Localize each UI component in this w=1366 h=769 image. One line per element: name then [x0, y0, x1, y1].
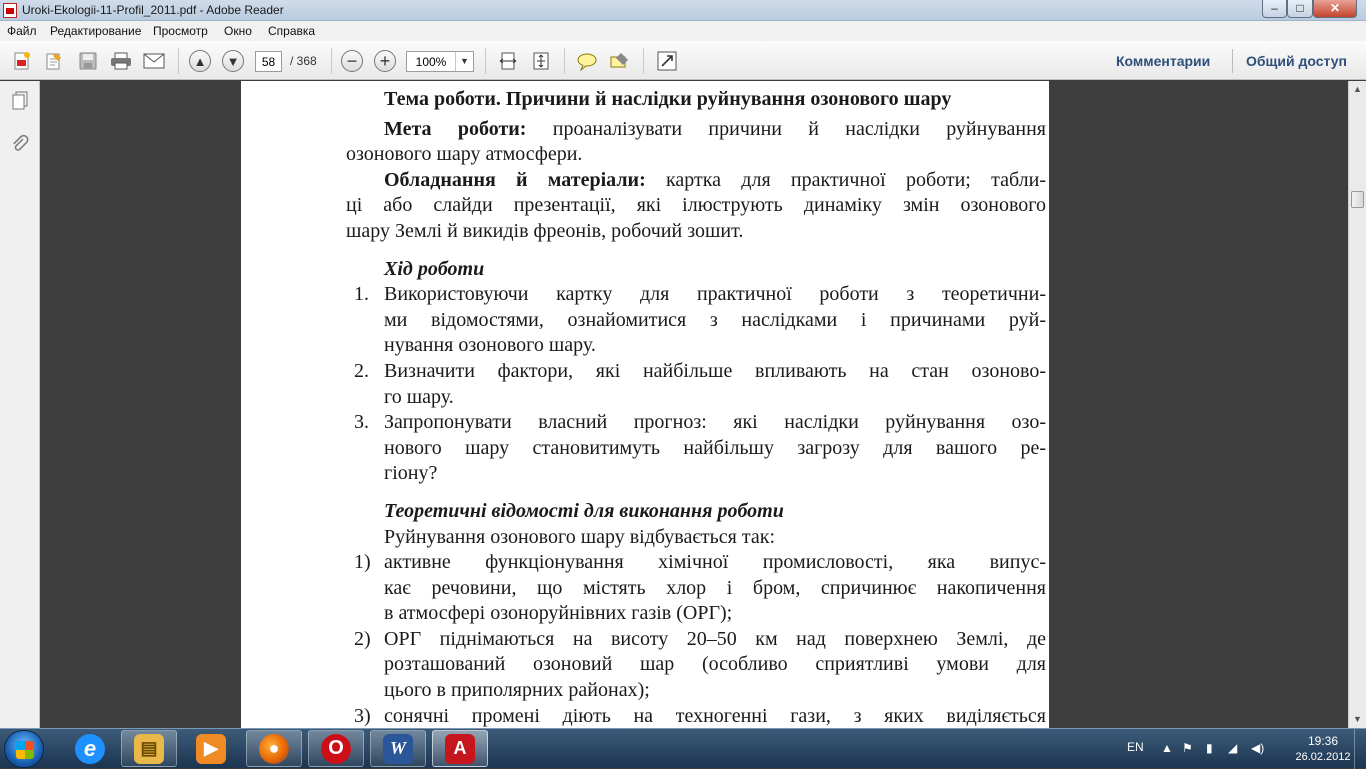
- step-line: нового шару становитимуть найбільшу загрозу для вашого ре-: [384, 436, 1046, 459]
- close-button[interactable]: ✕: [1313, 0, 1357, 18]
- toolbar-separator: [485, 48, 486, 74]
- edit-pdf-icon[interactable]: [42, 50, 66, 72]
- expand-icon[interactable]: [655, 50, 679, 72]
- clock[interactable]: [1286, 734, 1360, 763]
- step-line: ми відомостями, ознайомитися з наслідками і причинами руй-: [384, 308, 1046, 331]
- paperclip-icon[interactable]: [9, 133, 31, 155]
- maximize-button[interactable]: □: [1287, 0, 1313, 18]
- taskbar-word[interactable]: [370, 730, 426, 767]
- page-total: / 368: [290, 54, 317, 68]
- menu-bar: [0, 21, 1366, 41]
- language-indicator[interactable]: EN: [1127, 740, 1144, 754]
- cause-number: 2): [354, 627, 371, 650]
- internet-explorer-icon: e: [75, 734, 105, 764]
- cause-line: сонячні промені діють на техногенні гази, з яких виділяється: [384, 704, 1046, 727]
- goal-label: Мета роботи:: [384, 117, 527, 140]
- taskbar-firefox[interactable]: [246, 730, 302, 767]
- theory-heading: Теоретичні відомості для виконання роботи: [384, 499, 784, 522]
- network-signal-icon[interactable]: ◢: [1228, 741, 1238, 755]
- taskbar-explorer[interactable]: [121, 730, 177, 767]
- scroll-down-icon[interactable]: ▼: [1353, 714, 1362, 724]
- cause-item: [346, 550, 1046, 627]
- scroll-up-icon[interactable]: ▲: [1353, 84, 1362, 94]
- comment-icon[interactable]: [575, 50, 599, 72]
- arrow-down-icon: ▼: [222, 50, 244, 72]
- cause-line: в атмосфері озоноруйнівних газів (ОРГ);: [384, 602, 733, 625]
- share-panel-link[interactable]: Общий доступ: [1246, 53, 1347, 69]
- toolbar-separator: [564, 48, 565, 74]
- next-page-button[interactable]: [221, 50, 245, 72]
- save-icon[interactable]: [76, 50, 100, 72]
- step-number: 2.: [354, 359, 369, 382]
- previous-page-button[interactable]: [188, 50, 212, 72]
- cause-line: кає речовини, що містять хлор і бром, спричинює накопичення: [384, 576, 1046, 599]
- chevron-down-icon[interactable]: ▼: [455, 52, 473, 71]
- document-view[interactable]: [41, 81, 1348, 728]
- plus-icon: +: [374, 50, 396, 72]
- cause-item: [346, 627, 1046, 704]
- step-item: [346, 410, 1046, 487]
- menu-edit[interactable]: Редактирование: [50, 24, 142, 38]
- toolbar-separator: [1232, 49, 1233, 73]
- step-line: нування озонового шару.: [384, 334, 596, 357]
- title-bar: [0, 0, 1366, 21]
- opera-icon: O: [321, 734, 351, 764]
- toolbar: [0, 41, 1366, 80]
- step-line: Запропонувати власний прогноз: які наслідки руйнування озо-: [384, 411, 1046, 434]
- zoom-in-button[interactable]: [373, 50, 397, 72]
- step-item: [346, 282, 1046, 359]
- page-number-input[interactable]: [255, 51, 282, 72]
- adobe-reader-icon: [3, 3, 17, 18]
- cause-line: цього в приполярних районах);: [384, 679, 650, 702]
- comments-panel-link[interactable]: Комментарии: [1116, 53, 1211, 69]
- step-line: гіону?: [384, 462, 438, 485]
- step-line: Використовуючи картку для практичної роботи з теоретични-: [384, 283, 1046, 306]
- pages-icon[interactable]: [9, 90, 31, 112]
- step-line: Визначити фактори, які найбільше впливають на стан озоново-: [384, 359, 1046, 382]
- menu-view[interactable]: Просмотр: [153, 24, 208, 38]
- step-item: [346, 359, 1046, 410]
- step-number: 1.: [354, 283, 369, 306]
- menu-file[interactable]: Файл: [7, 24, 37, 38]
- toolbar-separator: [331, 48, 332, 74]
- menu-window[interactable]: Окно: [224, 24, 252, 38]
- create-pdf-icon[interactable]: [10, 50, 34, 72]
- pdf-page: [241, 81, 1049, 728]
- windows-logo-icon: [16, 741, 34, 759]
- navigation-panel: [0, 81, 40, 728]
- volume-icon[interactable]: ◀): [1251, 741, 1265, 755]
- taskbar-opera[interactable]: [308, 730, 364, 767]
- scroll-thumb[interactable]: [1351, 191, 1364, 208]
- step-line: го шару.: [384, 385, 454, 408]
- equipment-text-1: картка для практичної роботи; табли-: [666, 168, 1046, 191]
- taskbar-internet-explorer[interactable]: [62, 730, 118, 767]
- topic-line: [346, 87, 1046, 113]
- adobe-reader-icon: A: [445, 734, 475, 764]
- highlight-icon[interactable]: [608, 50, 632, 72]
- arrow-up-icon: ▲: [189, 50, 211, 72]
- taskbar-adobe-reader[interactable]: [432, 730, 488, 767]
- theory-intro: Руйнування озонового шару відбувається так:: [384, 525, 776, 548]
- equipment-line-2: ці або слайди презентації, які ілюструють динаміку змін озонового: [346, 194, 1046, 217]
- action-center-flag-icon[interactable]: ⚑: [1182, 741, 1193, 755]
- show-hidden-icons-icon[interactable]: ▲: [1161, 741, 1173, 755]
- cause-line: ОРГ піднімаються на висоту 20–50 км над поверхнею Землі, де: [384, 627, 1046, 650]
- topic-label: Тема роботи: [384, 88, 496, 110]
- firefox-icon: ●: [259, 734, 289, 764]
- vertical-scrollbar[interactable]: [1348, 81, 1366, 728]
- menu-help[interactable]: Справка: [268, 24, 316, 38]
- toolbar-separator: [178, 48, 179, 74]
- zoom-select[interactable]: [406, 51, 474, 72]
- goal-line-1: [346, 117, 1046, 143]
- zoom-out-button[interactable]: [340, 50, 364, 72]
- fit-page-icon[interactable]: [529, 50, 553, 72]
- minimize-button[interactable]: –: [1262, 0, 1287, 18]
- word-icon: W: [383, 734, 413, 764]
- zoom-input[interactable]: [407, 52, 455, 71]
- goal-line-2: озонового шару атмосфери.: [346, 143, 583, 166]
- system-tray: [1120, 729, 1366, 769]
- minus-icon: −: [341, 50, 363, 72]
- toolbar-separator: [643, 48, 644, 74]
- goal-text-1: проаналізувати причини й наслідки руйнування: [552, 117, 1046, 140]
- show-desktop-button[interactable]: [1354, 729, 1366, 769]
- cause-line: розташований озоновий шар (особливо сприятливі умови для: [384, 653, 1046, 676]
- page-content: [346, 87, 1046, 728]
- folder-icon: ▤: [134, 734, 164, 764]
- taskbar: [0, 728, 1366, 768]
- progress-heading: Хід роботи: [384, 257, 485, 280]
- fit-width-icon[interactable]: [496, 50, 520, 72]
- window-title: Uroki-Ekologii-11-Profil_2011.pdf - Adobe Reader: [22, 3, 284, 17]
- cause-item: [346, 704, 1046, 728]
- clock-time: 19:36: [1307, 734, 1339, 748]
- cause-number: 3): [354, 704, 371, 727]
- cause-line: активне функціонування хімічної промисловості, яка випус-: [384, 551, 1046, 574]
- clock-date: 26.02.2012: [1295, 751, 1351, 763]
- email-icon[interactable]: [142, 50, 166, 72]
- equipment-line-1: [346, 168, 1046, 194]
- equipment-label: Обладнання й матеріали:: [384, 168, 646, 191]
- battery-icon[interactable]: ▮: [1206, 741, 1213, 755]
- media-player-icon: ▶: [196, 734, 226, 764]
- equipment-line-3: шару Землі й викидів фреонів, робочий зошит.: [346, 219, 744, 242]
- start-button[interactable]: [4, 730, 44, 768]
- topic-text: . Причини й наслідки руйнування озонового шару: [495, 88, 952, 110]
- print-icon[interactable]: [109, 50, 133, 72]
- step-number: 3.: [354, 411, 369, 434]
- taskbar-media-player[interactable]: [183, 730, 239, 767]
- cause-number: 1): [354, 551, 371, 574]
